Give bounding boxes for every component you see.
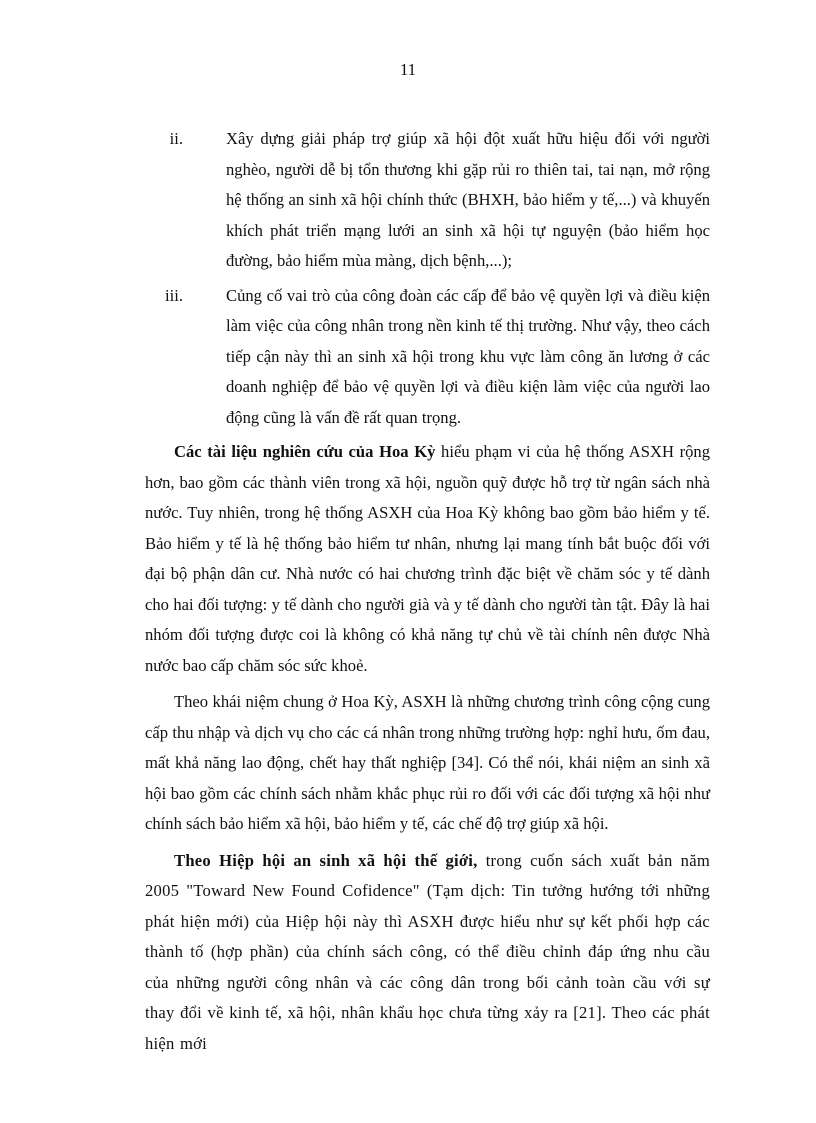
paragraph-world-association (145, 846, 710, 1060)
paragraph-text: hiểu phạm vi của hệ thống ASXH rộng hơn, bao gồm các thành viên trong xã hội, nguồn quỹ được hỗ trợ từ ngân sách nhà nước. Tuy nhiên, trong hệ thống ASXH của Hoa Kỳ không bao gồm bảo hiểm y tế. Bảo hiểm y tế là hệ thống bảo hiểm tư nhân, nhưng lại mang tính bắt buộc đối với đại bộ phận dân cư. Nhà nước có hai chương trình đặc biệt về chăm sóc y tế dành cho hai đối tượng: y tế dành cho người già và y tế dành cho người tàn tật. Đây là hai nhóm đối tượng được coi là không có khả năng tự chủ về tài chính nên được Nhà nước bao cấp chăm sóc sức khoẻ. (145, 442, 710, 675)
paragraph-text: trong cuốn sách xuất bản năm 2005 "Toward New Found Cofidence" (Tạm dịch: Tin tưởng hướng tới những phát hiện mới) của Hiệp hội này thì ASXH được hiểu như sự kết phối hợp các thành tố (hợp phần) của chính sách công, có thể điều chỉnh đáp ứng nhu cầu của những người công nhân và các công dân trong bối cảnh toàn cầu với sự thay đổi về kinh tế, xã hội, nhân khẩu học chưa từng xảy ra [21]. Theo các phát hiện mới (145, 850, 710, 1053)
paragraph-us-research (145, 437, 710, 681)
paragraph-lead-bold: Theo Hiệp hội an sinh xã hội thế giới, (174, 850, 478, 870)
paragraph-us-concept (145, 687, 710, 840)
page-number: 11 (399, 60, 417, 79)
list-item-iii (145, 281, 710, 434)
list-item-text: Xây dựng giải pháp trợ giúp xã hội đột xuất hữu hiệu đối với người nghèo, người dễ bị tổn thương khi gặp rủi ro thiên tai, tai nạn, mở rộng hệ thống an sinh xã hội chính thức (BHXH, bảo hiểm y tế,...) và khuyến khích phát triển mạng lưới an sinh xã hội tự nguyện (bảo hiểm học đường, bảo hiểm mùa màng, dịch bệnh,...); (226, 129, 710, 270)
document-body (145, 124, 710, 1065)
list-marker: iii. (165, 285, 183, 305)
list-item-text: Củng cố vai trò của công đoàn các cấp để bảo vệ quyền lợi và điều kiện làm việc của công nhân trong nền kinh tế thị trường. Như vậy, theo cách tiếp cận này thì an sinh xã hội trong khu vực làm công ăn lương ở các doanh nghiệp để bảo vệ quyền lợi và điều kiện làm việc của người lao động cũng là vấn đề rất quan trọng. (226, 285, 710, 427)
list-marker: ii. (169, 129, 183, 148)
paragraph-text: Theo khái niệm chung ở Hoa Kỳ, ASXH là những chương trình công cộng cung cấp thu nhập và dịch vụ cho các cá nhân trong những trường hợp: nghỉ hưu, ốm đau, mất khả năng lao động, chết hay thất nghiệp [34]. Có thể nói, khái niệm an sinh xã hội bao gồm các chính sách nhằm khắc phục rủi ro đối với các đối tượng xã hội như chính sách bảo hiểm xã hội, bảo hiểm y tế, các chế độ trợ giúp xã hội. (145, 692, 710, 833)
list-item-ii (145, 124, 710, 277)
paragraph-lead-bold: Các tài liệu nghiên cứu của Hoa Kỳ (174, 442, 436, 461)
